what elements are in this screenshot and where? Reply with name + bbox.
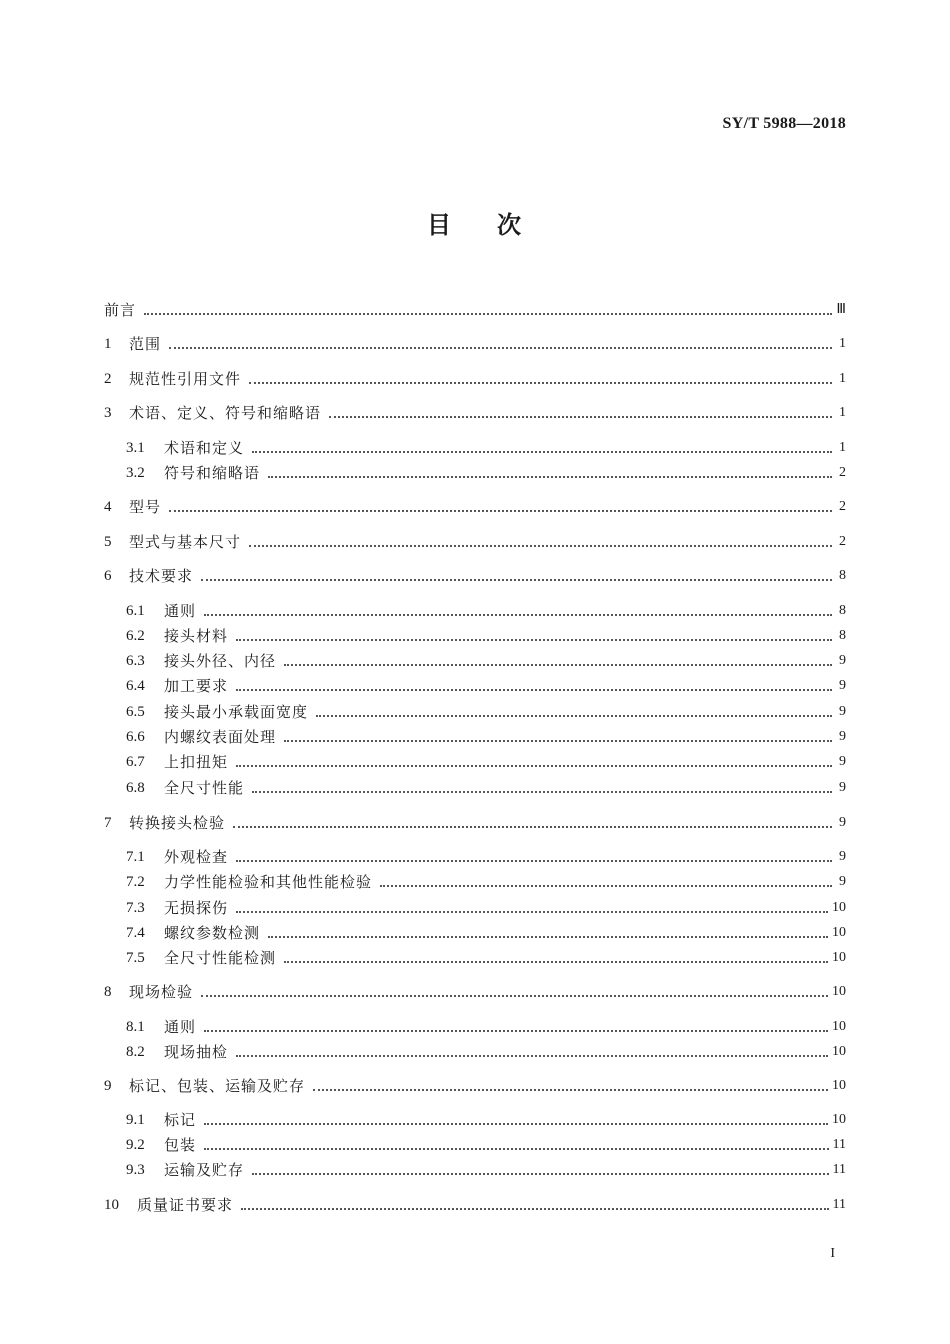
toc-entry-label: 无损探伤 bbox=[164, 899, 229, 917]
toc-entry-number: 6.6 bbox=[126, 729, 145, 745]
toc-entry-page: 9 bbox=[839, 678, 846, 693]
toc-entry-label: 符号和缩略语 bbox=[164, 464, 261, 482]
toc-entry-page: 10 bbox=[832, 900, 846, 915]
toc-entry[interactable] bbox=[126, 701, 846, 723]
dot-leader bbox=[236, 860, 832, 862]
toc-entry[interactable] bbox=[126, 922, 846, 944]
toc-entry[interactable] bbox=[104, 812, 846, 834]
toc-entry-page: 10 bbox=[832, 950, 846, 965]
dot-leader bbox=[284, 664, 832, 666]
toc-entry-page: 10 bbox=[832, 984, 846, 999]
toc-entry-label: 范围 bbox=[129, 335, 162, 353]
toc-entry-label: 全尺寸性能 bbox=[164, 779, 245, 797]
toc-entry-page: 10 bbox=[832, 1112, 846, 1127]
toc-entry-page: 10 bbox=[832, 1019, 846, 1034]
toc-entry-label: 转换接头检验 bbox=[129, 814, 226, 832]
toc-entry-page: 9 bbox=[839, 874, 846, 889]
toc-entry[interactable] bbox=[126, 897, 846, 919]
toc-entry[interactable] bbox=[126, 947, 846, 969]
toc-entry-label: 型号 bbox=[129, 498, 162, 516]
toc-entry-number: 6 bbox=[104, 568, 112, 584]
standard-code: SY/T 5988—2018 bbox=[722, 115, 846, 132]
toc-entry-number: 7.5 bbox=[126, 950, 145, 966]
toc-entry[interactable] bbox=[104, 1194, 846, 1216]
toc-entry-page: 1 bbox=[839, 405, 846, 420]
dot-leader bbox=[201, 995, 828, 997]
toc-entry-number: 6.8 bbox=[126, 780, 145, 796]
toc-entry-number: 3.2 bbox=[126, 465, 145, 481]
toc-entry-number: 6.7 bbox=[126, 754, 145, 770]
toc-entry-number: 2 bbox=[104, 371, 112, 387]
toc-entry-page: 9 bbox=[839, 815, 846, 830]
dot-leader bbox=[313, 1089, 828, 1091]
toc-entry-number: 3.1 bbox=[126, 440, 145, 456]
toc-entry-page: 9 bbox=[839, 729, 846, 744]
toc-entry-page: 11 bbox=[832, 1137, 846, 1152]
toc-entry-page: 2 bbox=[839, 534, 846, 549]
toc-entry-number: 9 bbox=[104, 1078, 112, 1094]
toc-entry[interactable] bbox=[126, 871, 846, 893]
toc-entry-number: 6.3 bbox=[126, 653, 145, 669]
dot-leader bbox=[233, 826, 832, 828]
toc-entry-number: 8 bbox=[104, 984, 112, 1000]
toc-entry[interactable] bbox=[126, 1159, 846, 1181]
toc-entry[interactable] bbox=[126, 437, 846, 459]
toc-entry[interactable] bbox=[126, 600, 846, 622]
toc-entry-number: 9.1 bbox=[126, 1112, 145, 1128]
toc-entry-label: 通则 bbox=[164, 1018, 197, 1036]
dot-leader bbox=[236, 639, 832, 641]
dot-leader bbox=[284, 740, 832, 742]
toc-entry[interactable] bbox=[126, 650, 846, 672]
toc-entry-number: 9.2 bbox=[126, 1137, 145, 1153]
toc-entry-label: 标记 bbox=[164, 1111, 197, 1129]
toc-entry-label: 接头外径、内径 bbox=[164, 652, 277, 670]
toc-entry-label: 技术要求 bbox=[129, 567, 194, 585]
toc-entry-number: 7.3 bbox=[126, 900, 145, 916]
toc-entry-label: 型式与基本尺寸 bbox=[129, 533, 242, 551]
dot-leader bbox=[380, 885, 832, 887]
toc-entry[interactable] bbox=[126, 462, 846, 484]
toc-entry-label: 运输及贮存 bbox=[164, 1161, 245, 1179]
toc-entry-page: 8 bbox=[839, 603, 846, 618]
dot-leader bbox=[236, 765, 832, 767]
toc-entry-page: 10 bbox=[832, 1044, 846, 1059]
dot-leader bbox=[268, 476, 832, 478]
toc-entry[interactable] bbox=[104, 1075, 846, 1097]
toc-entry-label: 现场抽检 bbox=[164, 1043, 229, 1061]
toc-entry-label: 包装 bbox=[164, 1136, 197, 1154]
dot-leader bbox=[268, 936, 828, 938]
toc-entry[interactable] bbox=[104, 368, 846, 390]
dot-leader bbox=[236, 1055, 828, 1057]
dot-leader bbox=[249, 545, 832, 547]
toc-entry-page: 2 bbox=[839, 465, 846, 480]
toc-entry-number: 7.4 bbox=[126, 925, 145, 941]
toc-entry-label: 全尺寸性能检测 bbox=[164, 949, 277, 967]
toc-entry-label: 前言 bbox=[104, 301, 137, 319]
toc-entry[interactable] bbox=[104, 299, 846, 321]
toc-entry-page: 9 bbox=[839, 780, 846, 795]
toc-entry[interactable] bbox=[104, 333, 846, 355]
dot-leader bbox=[201, 579, 832, 581]
dot-leader bbox=[252, 791, 832, 793]
toc-entry-page: Ⅲ bbox=[836, 302, 846, 317]
toc-entry-number: 6.5 bbox=[126, 704, 145, 720]
dot-leader bbox=[252, 1173, 829, 1175]
dot-leader bbox=[236, 689, 832, 691]
dot-leader bbox=[252, 451, 832, 453]
toc-entry-page: 10 bbox=[832, 925, 846, 940]
toc-entry-number: 7.1 bbox=[126, 849, 145, 865]
footer-page-number: I bbox=[830, 1246, 835, 1261]
title-char-2: 次 bbox=[497, 211, 523, 239]
toc-entry-label: 现场检验 bbox=[129, 983, 194, 1001]
toc-entry-number: 10 bbox=[104, 1197, 119, 1213]
toc-entry-number: 6.4 bbox=[126, 678, 145, 694]
toc-entry-page: 2 bbox=[839, 499, 846, 514]
dot-leader bbox=[236, 911, 828, 913]
toc-entry-label: 螺纹参数检测 bbox=[164, 924, 261, 942]
toc-entry-number: 8.1 bbox=[126, 1019, 145, 1035]
toc-entry-page: 1 bbox=[839, 440, 846, 455]
toc-entry-page: 11 bbox=[832, 1197, 846, 1212]
dot-leader bbox=[249, 382, 832, 384]
toc-entry[interactable] bbox=[104, 565, 846, 587]
toc-entry-number: 7.2 bbox=[126, 874, 145, 890]
toc-entry-label: 外观检查 bbox=[164, 848, 229, 866]
toc-entry[interactable] bbox=[126, 751, 846, 773]
dot-leader bbox=[329, 416, 832, 418]
dot-leader bbox=[204, 614, 832, 616]
toc-entry[interactable] bbox=[104, 402, 846, 424]
toc-entry-number: 6.2 bbox=[126, 628, 145, 644]
toc-entry-number: 8.2 bbox=[126, 1044, 145, 1060]
toc-entry-label: 接头材料 bbox=[164, 627, 229, 645]
toc-entry[interactable] bbox=[126, 1016, 846, 1038]
toc-entry-label: 规范性引用文件 bbox=[129, 370, 242, 388]
toc-entry[interactable] bbox=[126, 777, 846, 799]
toc-entry-page: 9 bbox=[839, 653, 846, 668]
dot-leader bbox=[316, 715, 832, 717]
toc-entry[interactable] bbox=[104, 496, 846, 518]
toc-entry[interactable] bbox=[126, 675, 846, 697]
toc-entry[interactable] bbox=[126, 846, 846, 868]
dot-leader bbox=[169, 510, 832, 512]
toc-entry[interactable] bbox=[126, 1109, 846, 1131]
toc-entry-page: 1 bbox=[839, 336, 846, 351]
toc-entry-page: 9 bbox=[839, 754, 846, 769]
title-char-1: 目 bbox=[427, 211, 453, 239]
toc-entry-label: 标记、包装、运输及贮存 bbox=[129, 1077, 306, 1095]
toc-entry-label: 术语、定义、符号和缩略语 bbox=[129, 404, 322, 422]
toc-entry-number: 3 bbox=[104, 405, 112, 421]
toc-entry-label: 通则 bbox=[164, 602, 197, 620]
toc-entry[interactable] bbox=[104, 981, 846, 1003]
toc-entry-label: 内螺纹表面处理 bbox=[164, 728, 277, 746]
toc-entry-label: 加工要求 bbox=[164, 677, 229, 695]
dot-leader bbox=[204, 1148, 829, 1150]
toc-entry-number: 4 bbox=[104, 499, 112, 515]
toc-entry-page: 9 bbox=[839, 849, 846, 864]
toc-entry-label: 力学性能检验和其他性能检验 bbox=[164, 873, 373, 891]
toc-entry[interactable] bbox=[126, 1041, 846, 1063]
toc-entry-number: 1 bbox=[104, 336, 112, 352]
toc-entry-page: 1 bbox=[839, 371, 846, 386]
toc-entry[interactable] bbox=[126, 625, 846, 647]
toc-entry-label: 接头最小承载面宽度 bbox=[164, 703, 309, 721]
toc-entry-page: 8 bbox=[839, 568, 846, 583]
toc-entry[interactable] bbox=[126, 1134, 846, 1156]
dot-leader bbox=[169, 347, 832, 349]
toc-entry-page: 10 bbox=[832, 1078, 846, 1093]
toc-entry-label: 上扣扭矩 bbox=[164, 753, 229, 771]
toc-entry[interactable] bbox=[104, 531, 846, 553]
toc-entry-number: 7 bbox=[104, 815, 112, 831]
toc-entry-number: 5 bbox=[104, 534, 112, 550]
toc-entry-number: 9.3 bbox=[126, 1162, 145, 1178]
toc-entry-page: 8 bbox=[839, 628, 846, 643]
toc-entry[interactable] bbox=[126, 726, 846, 748]
toc-entry-label: 术语和定义 bbox=[164, 439, 245, 457]
toc-entry-page: 11 bbox=[832, 1162, 846, 1177]
dot-leader bbox=[204, 1123, 828, 1125]
dot-leader bbox=[241, 1208, 829, 1210]
dot-leader bbox=[284, 961, 828, 963]
toc-entry-page: 9 bbox=[839, 704, 846, 719]
toc-entry-label: 质量证书要求 bbox=[137, 1196, 234, 1214]
dot-leader bbox=[204, 1030, 828, 1032]
toc-entry-number: 6.1 bbox=[126, 603, 145, 619]
dot-leader bbox=[144, 313, 832, 315]
